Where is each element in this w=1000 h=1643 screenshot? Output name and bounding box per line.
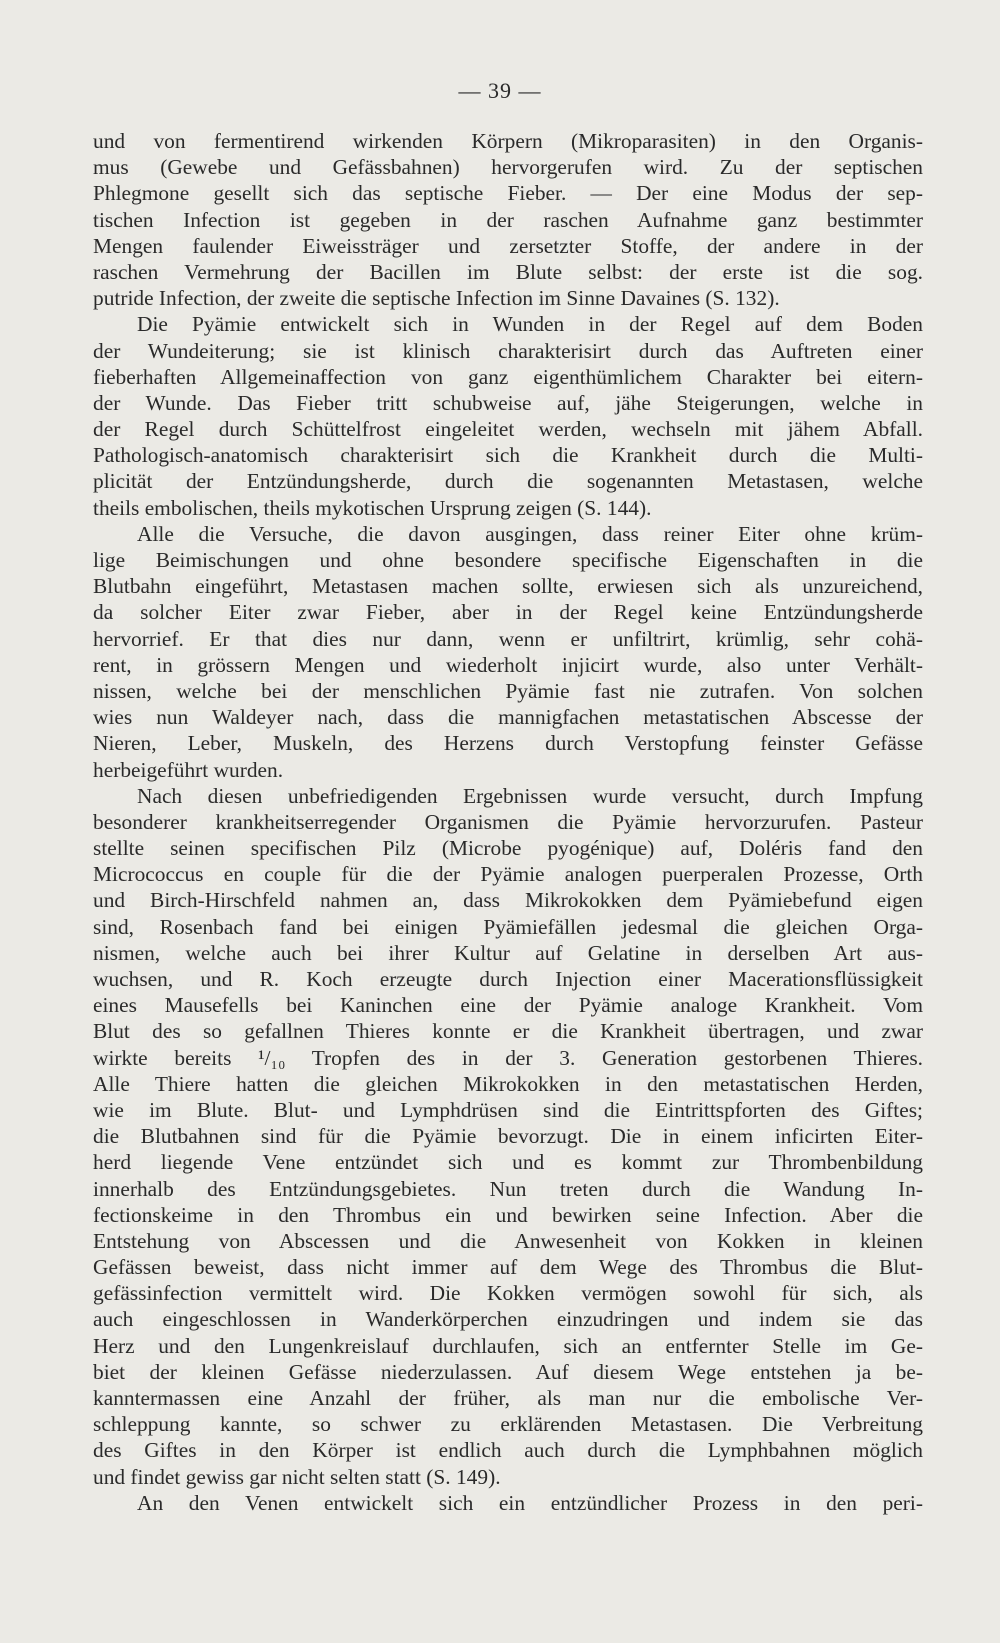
text-line: Nach diesen unbefriedigenden Ergebnissen wurde versucht, durch Impfung xyxy=(137,783,923,808)
text-line: Micrococcus en couple für die der Pyämie analogen puerperalen Prozesse, Orth xyxy=(93,862,923,887)
text-line: da solcher Eiter zwar Fieber, aber in der Regel keine Entzündungsherde xyxy=(93,600,923,625)
text-line: besonderer krankheitserregender Organismen die Pyämie hervorzurufen. Pasteur xyxy=(93,809,923,834)
text-line: biet der kleinen Gefässe niederzulassen. Auf diesem Wege entstehen ja be- xyxy=(93,1359,923,1384)
text-line: innerhalb des Entzündungsgebietes. Nun treten durch die Wandung In- xyxy=(93,1176,923,1201)
text-line: hervorrief. Er that dies nur dann, wenn er unfiltrirt, krümlig, sehr cohä- xyxy=(93,626,923,651)
text-line: herd liegende Vene entzündet sich und es kommt zur Thrombenbildung xyxy=(93,1150,923,1175)
text-line: nismen, welche auch bei ihrer Kultur auf Gelatine in derselben Art aus- xyxy=(93,940,923,965)
text-line: tischen Infection ist gegeben in der raschen Aufnahme ganz bestimmter xyxy=(93,207,923,232)
text-line: der Wundeiterung; sie ist klinisch charakterisirt durch das Auftreten einer xyxy=(93,338,923,363)
text-line: der Wunde. Das Fieber tritt schubweise auf, jähe Steigerungen, welche in xyxy=(93,390,923,415)
page-number: — 39 — xyxy=(458,78,542,103)
text-line: wies nun Waldeyer nach, dass die mannigfachen metastatischen Abscesse der xyxy=(93,705,923,730)
text-line: An den Venen entwickelt sich ein entzündlicher Prozess in den peri- xyxy=(137,1490,923,1515)
text-line: eines Mausefells bei Kaninchen eine der Pyämie analoge Krankheit. Vom xyxy=(93,993,923,1018)
text-line: die Blutbahnen sind für die Pyämie bevorzugt. Die in einem inficirten Eiter- xyxy=(93,1124,923,1149)
text-line: Nieren, Leber, Muskeln, des Herzens durch Verstopfung feinster Gefässe xyxy=(93,731,923,756)
text-line: des Giftes in den Körper ist endlich auch durch die Lymphbahnen möglich xyxy=(93,1438,923,1463)
text-line: auch eingeschlossen in Wanderkörperchen einzudringen und indem sie das xyxy=(93,1307,923,1332)
text-line: und von fermentirend wirkenden Körpern (Mikroparasiten) in den Organis- xyxy=(93,129,923,153)
text-line: Blut des so gefallnen Thieres konnte er die Krankheit übertragen, und zwar xyxy=(93,1019,923,1044)
text-line: fectionskeime in den Thrombus ein und bewirken seine Infection. Aber die xyxy=(93,1202,923,1227)
text-line: mus (Gewebe und Gefässbahnen) hervorgerufen wird. Zu der septischen xyxy=(93,155,923,180)
text-line: Entstehung von Abscessen und die Anwesenheit von Kokken in kleinen xyxy=(93,1228,923,1253)
text-line: und findet gewiss gar nicht selten statt (S. 149). xyxy=(93,1464,501,1489)
text-line: Herz und den Lungenkreislauf durchlaufen, sich an entfernter Stelle im Ge- xyxy=(93,1333,923,1358)
text-line: nissen, welche bei der menschlichen Pyämie fast nie zutrafen. Von solchen xyxy=(93,678,923,703)
text-line: wuchsen, und R. Koch erzeugte durch Injection einer Macerationsflüssigkeit xyxy=(93,967,923,991)
text-line: kanntermassen eine Anzahl der früher, als man nur die embolische Ver- xyxy=(93,1386,923,1410)
body-text xyxy=(93,128,923,1516)
text-line: lige Beimischungen und ohne besondere specifische Eigenschaften in die xyxy=(93,548,923,572)
text-line: Alle Thiere hatten die gleichen Mikrokokken in den metastatischen Herden, xyxy=(93,1071,923,1096)
text-line: der Regel durch Schüttelfrost eingeleitet werden, wechseln mit jähem Abfall. xyxy=(93,417,923,442)
text-line: raschen Vermehrung der Bacillen im Blute selbst: der erste ist die sog. xyxy=(93,259,923,284)
text-line: Pathologisch-anatomisch charakterisirt sich die Krankheit durch die Multi- xyxy=(93,443,923,468)
text-line: Gefässen beweist, dass nicht immer auf dem Wege des Thrombus die Blut- xyxy=(93,1255,923,1280)
text-line: und Birch-Hirschfeld nahmen an, dass Mikrokokken dem Pyämiebefund eigen xyxy=(93,888,923,913)
text-line: wie im Blute. Blut- und Lymphdrüsen sind die Eintrittspforten des Giftes; xyxy=(93,1097,923,1122)
text-line: putride Infection, der zweite die septische Infection im Sinne Davaines (S. 132). xyxy=(93,286,780,311)
text-line: gefässinfection vermittelt wird. Die Kokken vermögen sowohl für sich, als xyxy=(93,1281,923,1306)
text-line: plicität der Entzündungsherde, durch die sogenannten Metastasen, welche xyxy=(93,469,923,494)
text-line: Phlegmone gesellt sich das septische Fieber. — Der eine Modus der sep- xyxy=(93,181,923,206)
text-line: herbeigeführt wurden. xyxy=(93,757,284,782)
text-line: wirkte bereits ¹/₁₀ Tropfen des in der 3. Generation gestorbenen Thieres. xyxy=(93,1045,923,1070)
text-line: stellte seinen specifischen Pilz (Microbe pyogénique) auf, Doléris fand den xyxy=(93,836,923,861)
text-line: Blutbahn eingeführt, Metastasen machen sollte, erwiesen sich als unzureichend, xyxy=(93,574,923,599)
text-line: rent, in grössern Mengen und wiederholt injicirt wurde, also unter Verhält- xyxy=(93,652,923,677)
text-line: Die Pyämie entwickelt sich in Wunden in der Regel auf dem Boden xyxy=(137,312,923,337)
text-line: Mengen faulender Eiweissträger und zersetzter Stoffe, der andere in der xyxy=(93,233,923,258)
text-line: sind, Rosenbach fand bei einigen Pyämiefällen jedesmal die gleichen Orga- xyxy=(93,914,923,939)
text-line: Alle die Versuche, die davon ausgingen, dass reiner Eiter ohne krüm- xyxy=(137,521,923,546)
text-line: schleppung kannte, so schwer zu erklärenden Metastasen. Die Verbreitung xyxy=(93,1412,923,1437)
text-line: theils embolischen, theils mykotischen Ursprung zeigen (S. 144). xyxy=(93,495,652,520)
text-line: fieberhaften Allgemeinaffection von ganz eigenthümlichem Charakter bei eitern- xyxy=(93,364,923,389)
